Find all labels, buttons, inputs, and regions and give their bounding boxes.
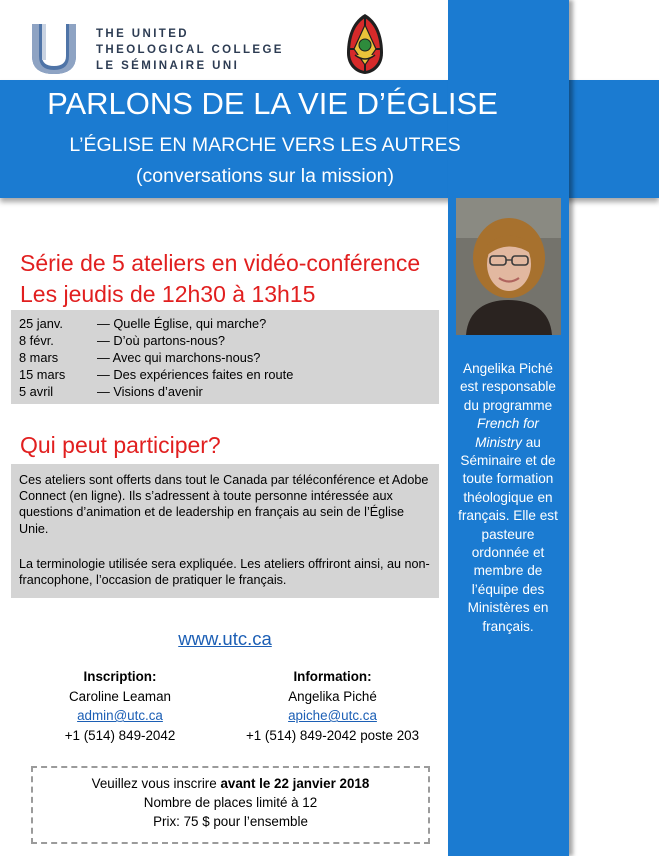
inscription-phone: +1 (514) 849-2042: [64, 727, 176, 743]
registration-price: Prix: 75 $ pour l’ensemble: [153, 814, 308, 829]
subtitle-line1: L’ÉGLISE EN MARCHE VERS LES AUTRES: [69, 134, 461, 156]
registration-box: [31, 766, 430, 844]
schedule-panel: [11, 310, 439, 404]
registration-deadline-date: avant le 22 janvier 2018: [220, 776, 370, 791]
information-phone: +1 (514) 849-2042 poste 203: [245, 727, 420, 743]
participants-paragraph-1: Ces ateliers sont offerts dans tout le Canada par téléconférence et Adobe Connect (en ligne). Ils s’adressent à toute personne intéressée aux questions d’animation et de leadership en français au sein de l’Église Unie.: [19, 473, 429, 536]
page-title: PARLONS DE LA VIE D’ÉGLISE: [47, 86, 498, 121]
speaker-bio: [456, 360, 560, 636]
college-name-line1: THE UNITED: [96, 28, 189, 40]
website-link[interactable]: www.utc.ca: [178, 628, 272, 649]
bio-text-1: Angelika Piché est responsable du programme: [460, 361, 556, 413]
college-name-line3: LE SÉMINAIRE UNI: [96, 60, 240, 72]
schedule-topic: — D’où partons-nous?: [97, 333, 226, 348]
schedule-topic: — Avec qui marchons-nous?: [97, 350, 261, 365]
college-name: [96, 26, 284, 74]
schedule-date: 25 janv.: [19, 316, 63, 331]
participants-paragraph-2: La terminologie utilisée sera expliquée. Les ateliers offriront ainsi, au non-francophone, l’occasion de pratiquer le français.: [19, 557, 430, 588]
registration-deadline-prefix: Veuillez vous inscrire: [91, 776, 221, 791]
information-email-link[interactable]: apiche@utc.ca: [288, 708, 377, 723]
schedule-topic: — Des expériences faites en route: [97, 367, 294, 382]
participants-heading: Qui peut participer?: [20, 432, 221, 458]
participants-panel: [11, 464, 439, 598]
series-heading: [20, 248, 420, 310]
schedule-topic: — Quelle Église, qui marche?: [97, 316, 267, 331]
inscription-contact: [40, 667, 200, 745]
registration-capacity: Nombre de places limité à 12: [143, 795, 318, 810]
series-line1: Série de 5 ateliers en vidéo-conférence: [20, 250, 421, 276]
schedule-date: 15 mars: [19, 367, 66, 382]
bio-program-name: French for Ministry: [475, 416, 539, 450]
church-crest-icon: [345, 13, 385, 75]
portrait-photo: [456, 198, 561, 335]
schedule-date: 5 avril: [19, 384, 54, 399]
information-contact: [225, 667, 440, 745]
series-line2: Les jeudis de 12h30 à 13h15: [20, 281, 316, 307]
page-subtitle: [0, 130, 530, 192]
schedule-date: 8 févr.: [19, 333, 54, 348]
inscription-heading: Inscription:: [83, 669, 157, 684]
inscription-name: Caroline Leaman: [69, 688, 171, 704]
information-heading: Information:: [293, 669, 372, 684]
registration-deadline: [33, 774, 428, 794]
utc-logo-icon: [30, 22, 78, 74]
schedule-date: 8 mars: [19, 350, 59, 365]
subtitle-line2: (conversations sur la mission): [136, 165, 394, 187]
information-name: Angelika Piché: [288, 688, 377, 704]
schedule-topic: — Visions d’avenir: [97, 384, 203, 399]
bio-text-2: au Séminaire et de toute formation théologique en français. Elle est pasteure ordonnée et membre de l’équipe des Ministères en français.: [458, 434, 558, 634]
college-name-line2: THEOLOGICAL COLLEGE: [96, 44, 284, 56]
inscription-email-link[interactable]: admin@utc.ca: [77, 708, 163, 723]
